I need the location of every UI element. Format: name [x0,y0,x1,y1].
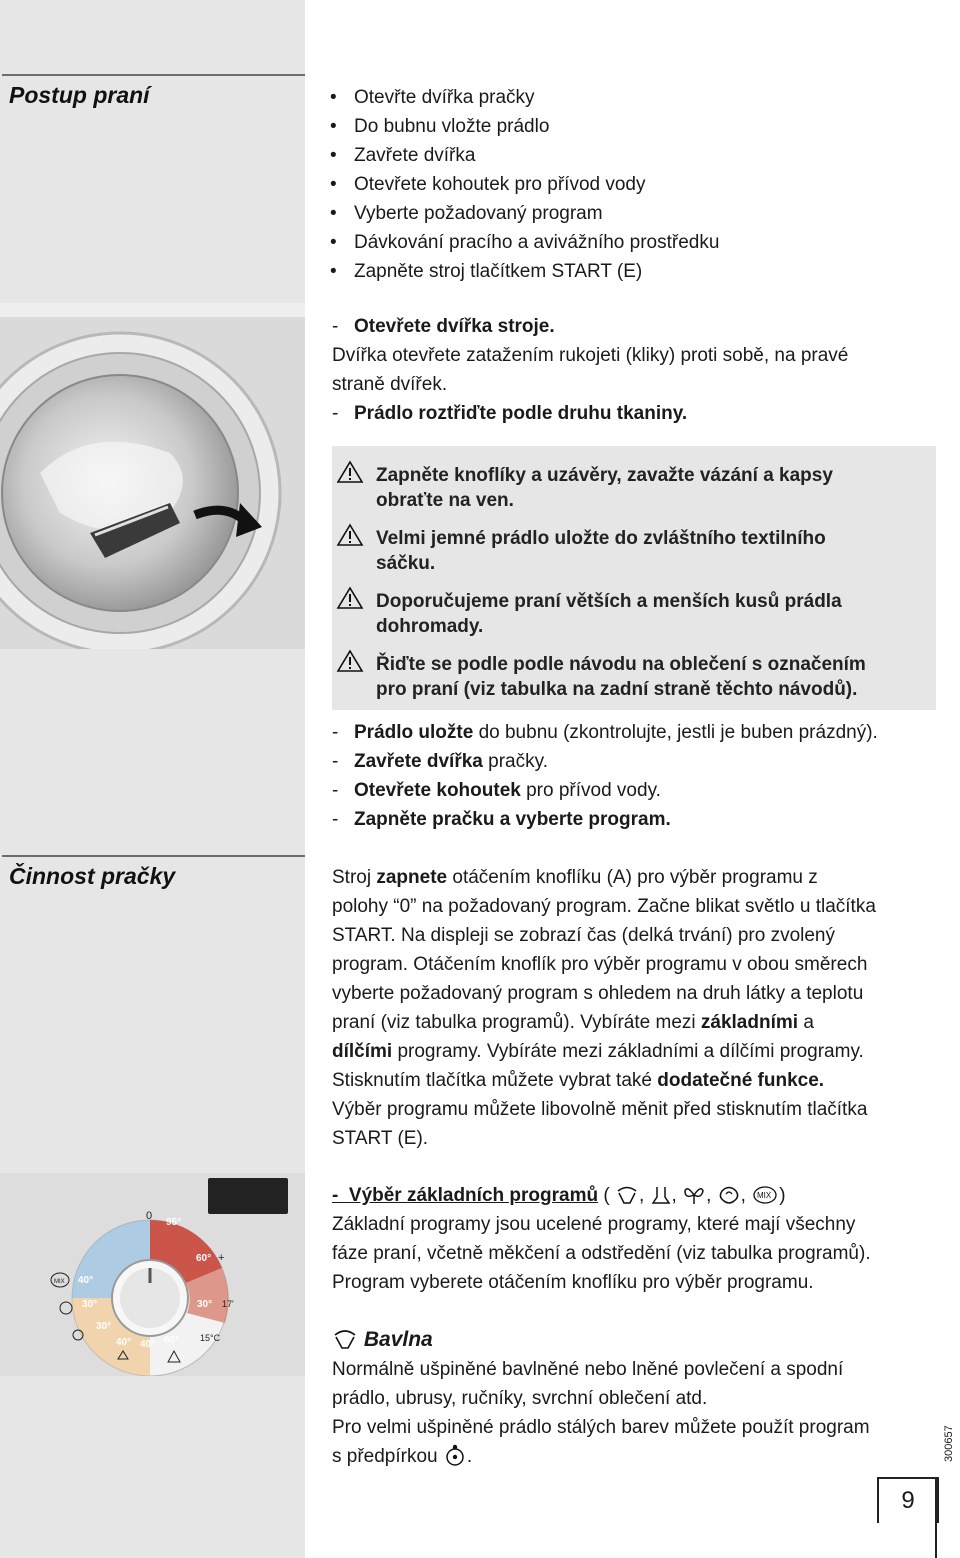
warning-triangle-icon [336,649,364,673]
document-id: 300657 [943,1425,955,1462]
list-item: • Otevřete kohoutek pro přívod vody [330,170,719,199]
list-item: • Zapněte stroj tlačítkem START (E) [330,257,719,286]
page-number-rule [935,1477,937,1558]
section-rule [2,855,305,857]
step-line: - Zavřete dvířka pračky. [332,751,548,772]
delicate-program-icon [683,1185,705,1205]
list-item: • Dávkování pracího a avivážního prostředku [330,228,719,257]
step-line: - Otevřete kohoutek pro přívod vody. [332,780,661,801]
dial-label: 30° [96,1321,112,1332]
section-title-washing-procedure: Postup praní [9,82,150,108]
step-line: - Prádlo uložte do bubnu (zkontrolujte, jestli je buben prázdný). [332,722,878,743]
dial-label: + [218,1252,225,1264]
dial-label: 60° [164,1335,180,1346]
list-item: • Zavřete dvířka [330,141,719,170]
procedure-bullet-list [330,83,719,286]
dial-label: 40° [140,1339,156,1350]
dial-label: 40° [116,1337,132,1348]
operation-paragraph: Stroj zapnete otáčením knoflíku (A) pro výběr programu z polohy “0” na požadovaný program. Začne blikat světlo u tlačítka START. Na displeji se zobrazí čas (delká trvání) pro zvolený program. Otáčením knoflík pro výběr programu v obou směrech vyberte požadovaný program s ohledem na druh látky a teplotu praní (viz tabulka programů). Vybíráte mezi základními a dílčími programy. Vybíráte mezi základními a dílčími programy. Stisknutím tlačítka můžete vybrat také dodatečné funkce. Výběr programu můžete libovolně měnit před stisknutím tlačítka START (E). [332,867,876,1149]
list-item: • Vyberte požadovaný program [330,199,719,228]
page-number: 9 [877,1477,939,1523]
open-door-heading: - Otevřete dvířka stroje. [332,316,555,337]
warning-triangle-icon [336,523,364,547]
dial-label: 60° [196,1253,212,1264]
cotton-basin-icon [333,1328,357,1350]
dial-label: 30° [197,1299,213,1310]
warning-triangle-icon [336,460,364,484]
list-item: • Otevřte dvířka pračky [330,83,719,112]
list-item: • Do bubnu vložte prádlo [330,112,719,141]
warning-text: Velmi jemné prádlo uložte do zvláštního textilního sáčku. [376,528,826,574]
dial-label-zero: 0 [146,1210,153,1222]
basic-programs-heading: - Výběr základních programů ( , , , , MIX ) [332,1185,786,1206]
section-rule [2,74,305,76]
sort-laundry-heading: - Prádlo roztřiďte podle druhu tkaniny. [332,403,688,424]
dial-label: 40° [78,1275,94,1286]
section-title-machine-operation: Činnost pračky [9,863,176,889]
dial-label: 17' [222,1299,234,1309]
dial-label: 15°C [200,1333,221,1343]
cotton-heading: Bavlna [332,1325,433,1354]
dial-label: 95° [166,1217,182,1228]
warning-triangle-icon [336,586,364,610]
open-door-text: Dvířka otevřete zatažením rukojeti (kliky) proti sobě, na pravé [332,345,849,366]
dial-mix-label: MIX [54,1279,65,1285]
svg-text:MIX: MIX [757,1191,772,1200]
dial-label: 30° [82,1299,98,1310]
warning-text: Doporučujeme praní větších a menších kusů prádla dohromady. [376,591,842,637]
step-line: - Zapněte pračku a vyberte program. [332,809,671,830]
warning-text: Zapněte knoflíky a uzávěry, zavažte vázání a kapsy obraťte na ven. [376,465,833,511]
mix-program-icon [752,1185,778,1205]
program-dial-illustration [0,1173,305,1376]
prewash-icon [444,1444,466,1466]
open-door-text: straně dvířek. [332,374,448,395]
basic-programs-text: Základní programy jsou ucelené programy, které mají všechny fáze praní, včetně měkčení a odstředění (viz tabulka programů). Program vyberete otáčením knoflíku pro výběr programu. [332,1214,871,1293]
synthetic-program-icon [651,1185,671,1205]
cotton-text: Normálně ušpiněné bavlněné nebo lněné povlečení a spodní prádlo, ubrusy, ručníky, svrchní oblečení atd. Pro velmi ušpiněné prádlo stálých barev můžete použít program s předpírkou . [332,1359,870,1467]
warning-text: Řiďte se podle podle návodu na oblečení s označením pro praní (viz tabulka na zadní straně těchto návodů). [376,654,866,700]
washer-door-illustration [0,303,305,649]
warning-box [332,446,936,710]
wool-program-icon [718,1185,740,1205]
cotton-basin-icon [616,1185,638,1205]
